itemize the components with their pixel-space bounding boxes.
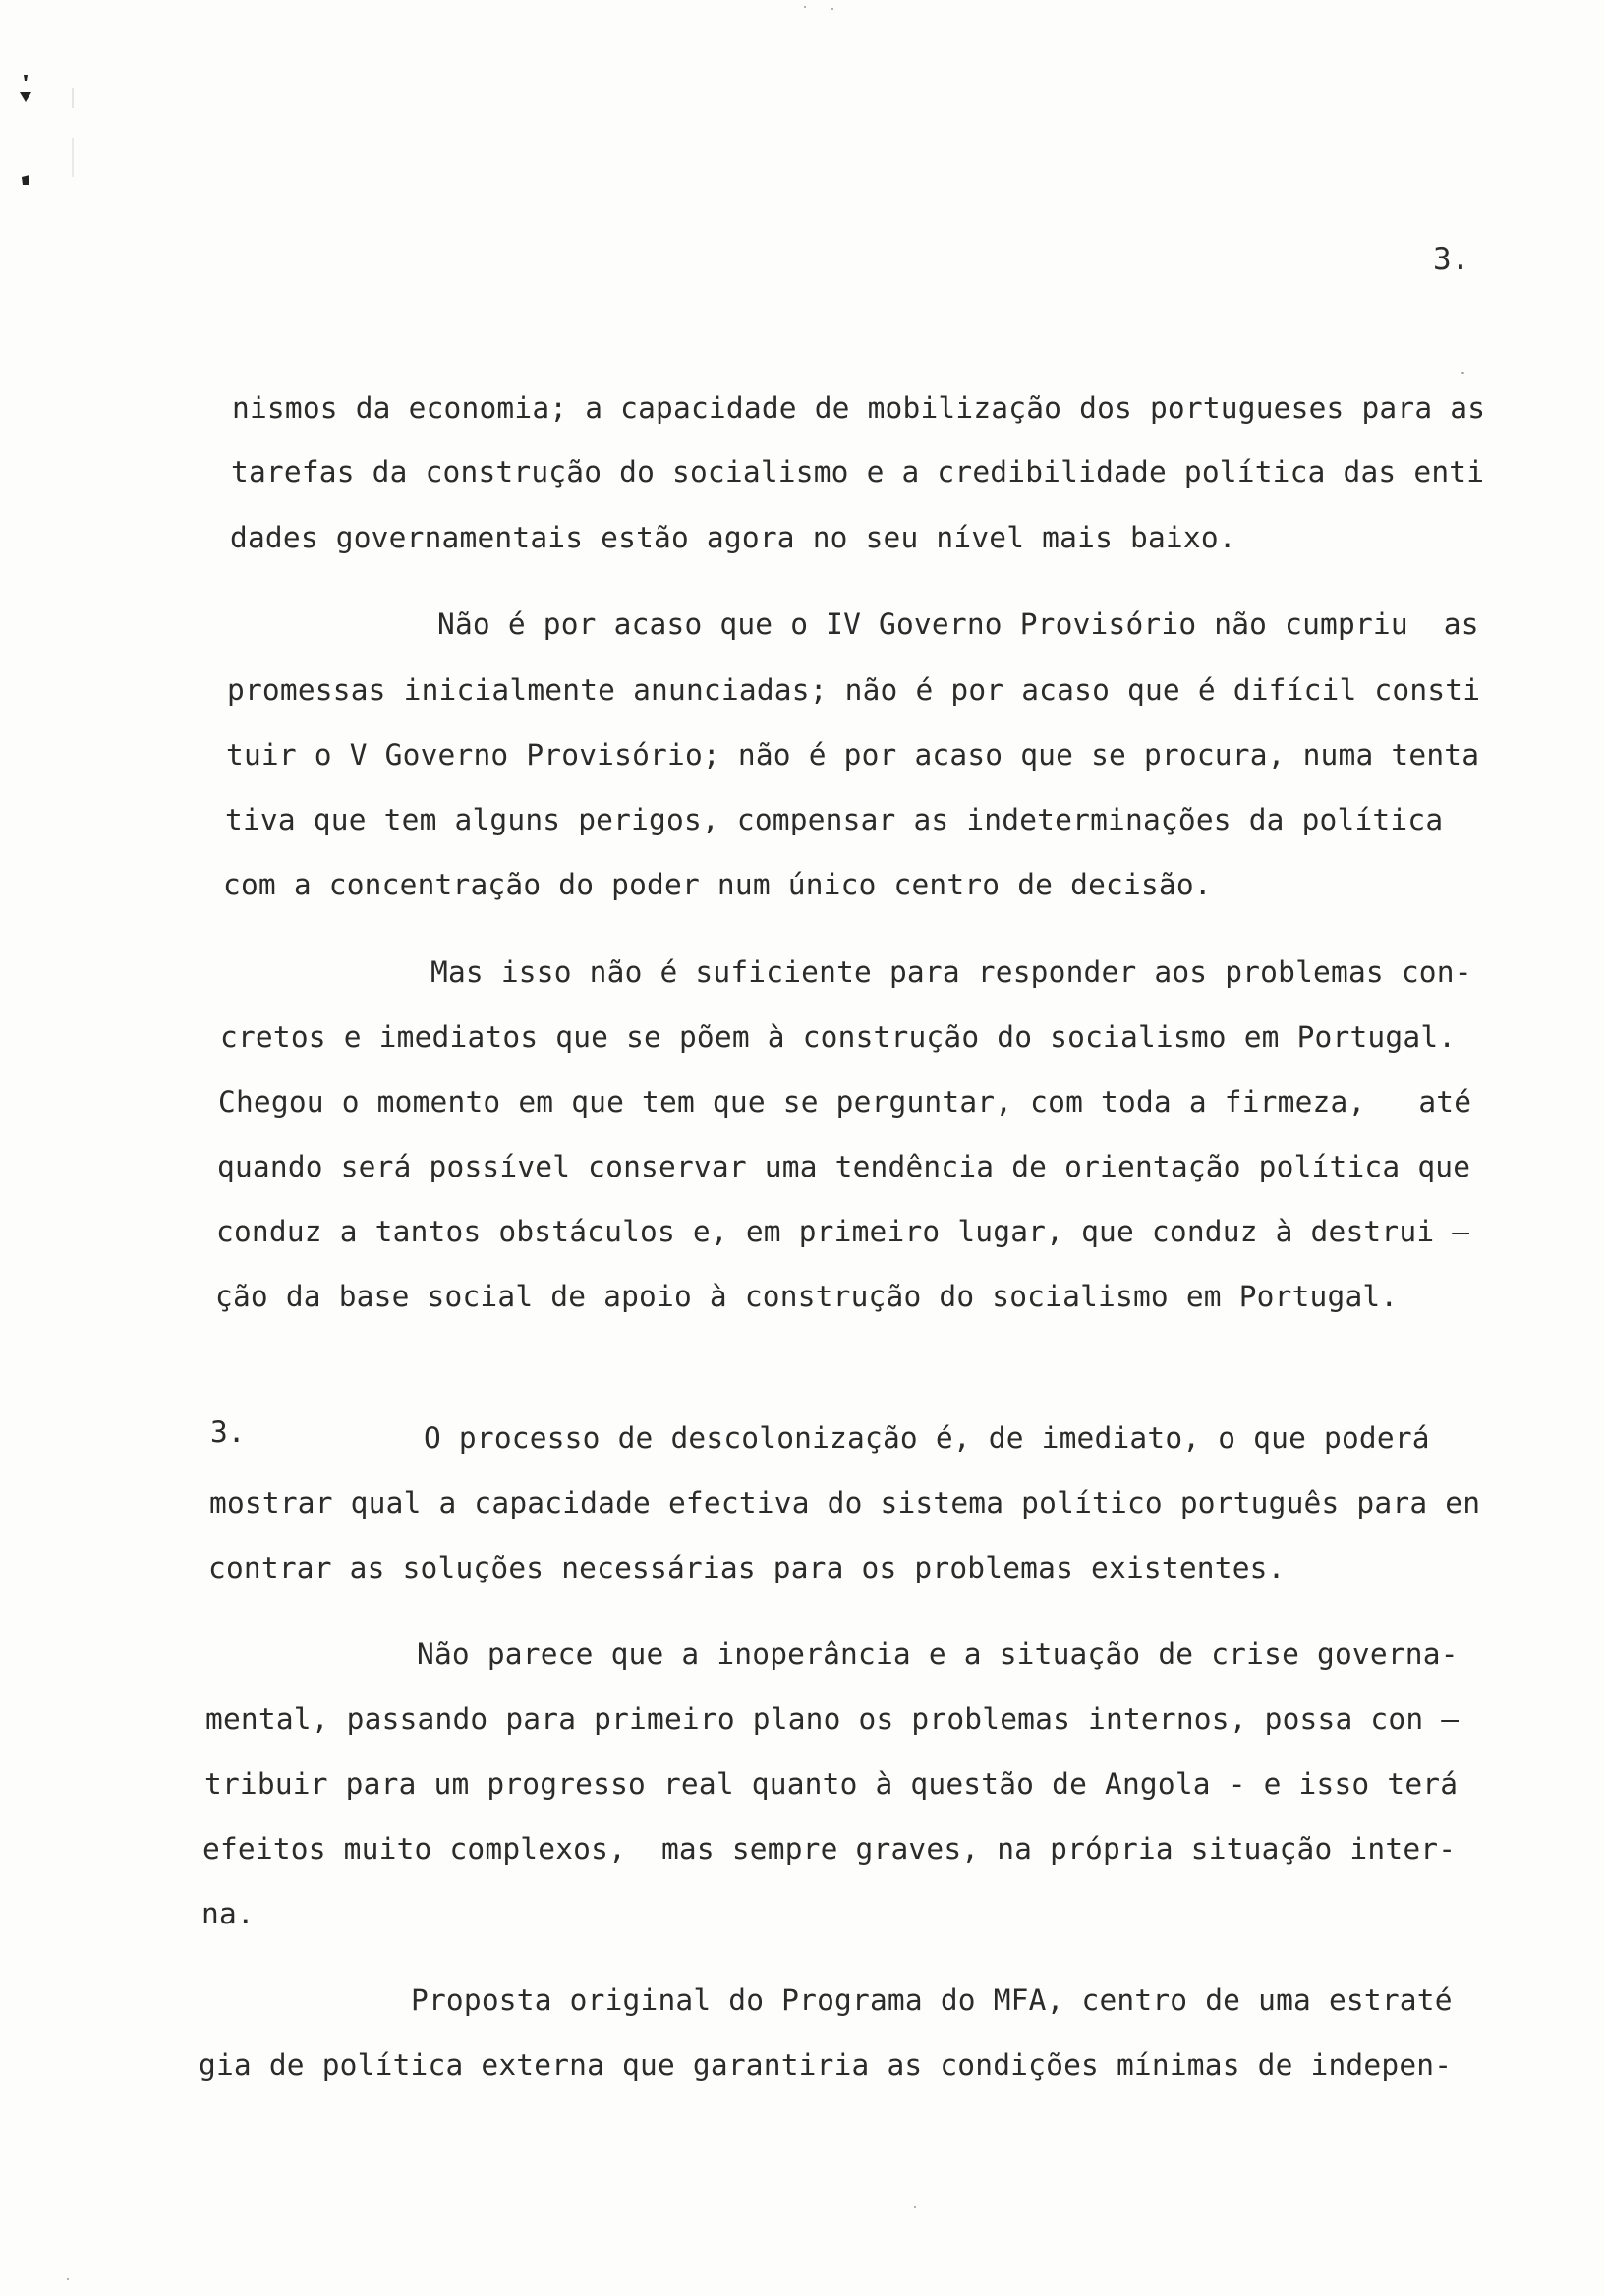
paragraph-3-line-1: Mas isso não é suficiente para responder aos problemas con- xyxy=(430,955,1472,989)
paragraph-1-line-3: dades governamentais estão agora no seu nível mais baixo. xyxy=(230,521,1236,554)
paragraph-3-line-2: cretos e imediatos que se põem à construção do socialismo em Portugal. xyxy=(220,1020,1457,1054)
paragraph-3-line-4: quando será possível conservar uma tendência de orientação política que xyxy=(217,1150,1471,1183)
paragraph-3-line-6: ção da base social de apoio à construção do socialismo em Portugal. xyxy=(215,1280,1399,1313)
paragraph-6-line-1: Proposta original do Programa do MFA, centro de uma estraté xyxy=(411,1983,1453,2017)
paragraph-2-line-3: tuir o V Governo Provisório; não é por acaso que se procura, numa tenta xyxy=(226,738,1480,772)
paragraph-6-line-2: gia de política externa que garantiria as condições mínimas de indepen- xyxy=(199,2048,1453,2082)
section-3-line-2: mostrar qual a capacidade efectiva do sistema político português para en xyxy=(209,1486,1481,1520)
page-number: 3. xyxy=(1433,242,1470,277)
section-3-line-3: contrar as soluções necessárias para os problemas existentes. xyxy=(208,1551,1286,1584)
scan-speck xyxy=(1461,372,1464,374)
paragraph-3-line-5: conduz a tantos obstáculos e, em primeiro lugar, que conduz à destrui — xyxy=(216,1215,1470,1248)
paragraph-3-line-3: Chegou o momento em que tem que se perguntar, com toda a firmeza, até xyxy=(218,1085,1472,1119)
paragraph-5-line-3: tribuir para um progresso real quanto à questão de Angola - e isso terá xyxy=(204,1767,1459,1801)
paragraph-5-line-1: Não parece que a inoperância e a situação de crise governa- xyxy=(417,1637,1459,1671)
paragraph-2-line-4: tiva que tem alguns perigos, compensar as indeterminações da política xyxy=(225,803,1444,836)
section-number: 3. xyxy=(210,1415,246,1449)
paragraph-2-line-5: com a concentração do poder num único centro de decisão. xyxy=(223,868,1212,901)
scan-speck xyxy=(831,8,833,10)
paragraph-5-line-4: efeitos muito complexos, mas sempre graves, na própria situação inter- xyxy=(202,1832,1457,1866)
scan-speck xyxy=(67,2278,69,2280)
paragraph-5-line-2: mental, passando para primeiro plano os problemas internos, possa con — xyxy=(205,1702,1460,1736)
paragraph-5-line-5: na. xyxy=(201,1897,255,1930)
paragraph-2-line-2: promessas inicialmente anunciadas; não é por acaso que é difícil consti xyxy=(227,673,1481,707)
scan-speck xyxy=(804,6,806,8)
paragraph-1-line-1: nismos da economia; a capacidade de mobilização dos portugueses para as xyxy=(232,391,1486,425)
paragraph-1-line-2: tarefas da construção do socialismo e a credibilidade política das enti xyxy=(231,455,1485,488)
section-3-line-1: O processo de descolonização é, de imediato, o que poderá xyxy=(424,1421,1430,1455)
scan-speck xyxy=(914,2206,916,2208)
margin-punch-marks-icon xyxy=(12,69,81,206)
paragraph-2-line-1: Não é por acaso que o IV Governo Provisório não cumpriu as xyxy=(437,607,1479,641)
